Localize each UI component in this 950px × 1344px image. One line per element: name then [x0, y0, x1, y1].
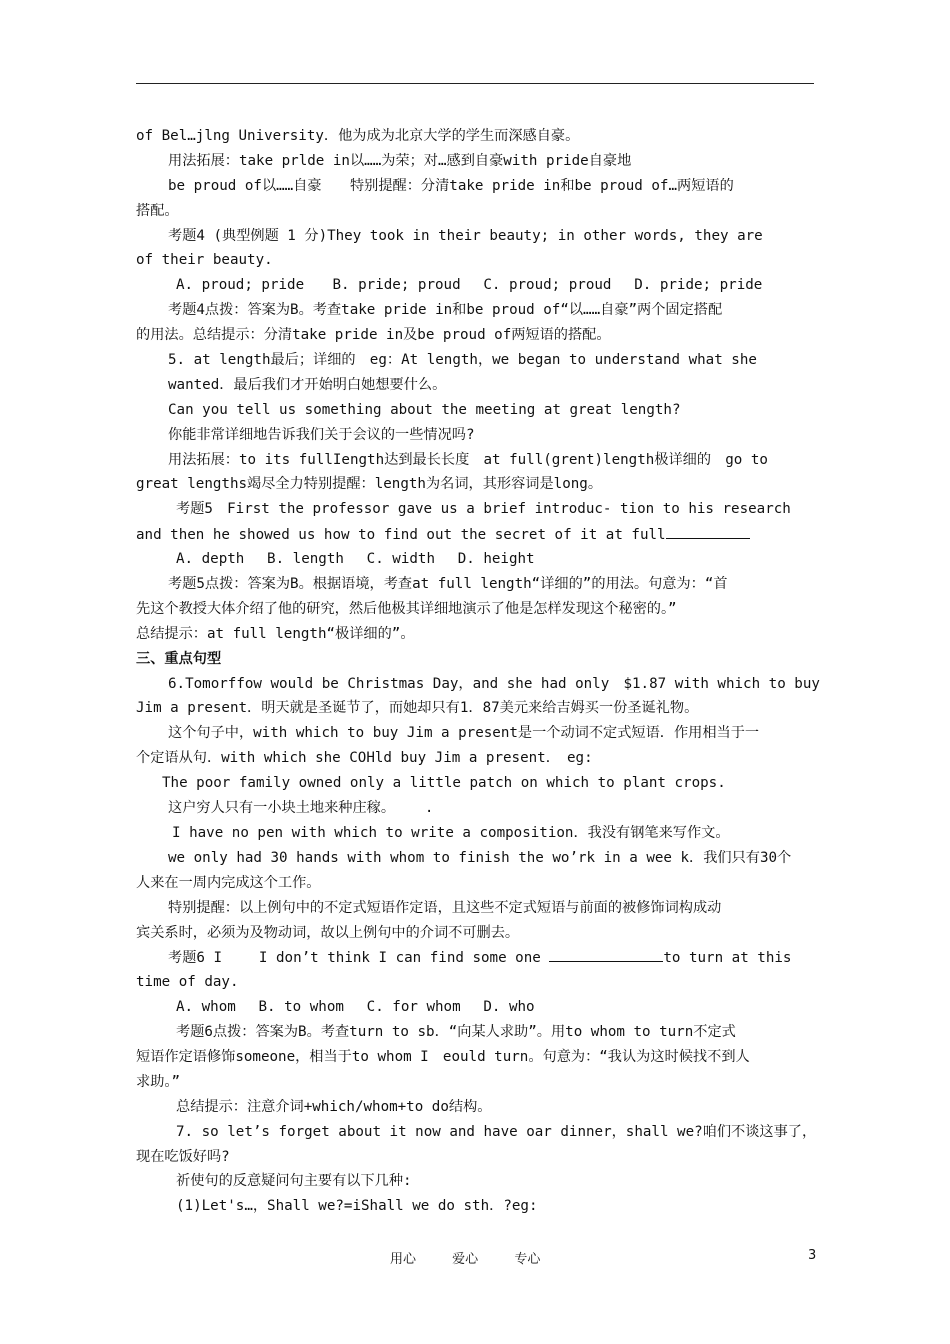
text-line: 短语作定语修饰someone，相当于to whom I eould turn。句意为：“我认为这时候找不到人: [136, 1048, 750, 1065]
usage-extension: 用法拓展：to its fullIength达到最长长度 at full(grent)length极详细的 go to: [168, 451, 768, 468]
example-sentence: we only had 30 hands with whom to finish the wo’rk in a wee k．我们只有30个: [168, 849, 792, 866]
text-line: Jim a present．明天就是圣诞节了，而她却只有1．87美元来给吉姆买一份圣诞礼物。: [136, 700, 699, 717]
example-sentence: I have no pen with which to write a composition．我没有钢笔来写作文。: [172, 824, 730, 841]
exam-analysis-6: 考题6点拨：答案为B。考查turn to sb．“向某人求助”。用to whom to turn不定式: [176, 1024, 736, 1041]
example-translation: 这户穷人只有一小块土地来种庄稼。 .: [168, 800, 434, 817]
text-line: great lengths竭尽全力特别提醒：length为名词，其形容词是long。: [136, 476, 603, 493]
text-line: 求助。”: [136, 1073, 181, 1090]
section-heading: 三、重点句型: [136, 650, 222, 667]
text-line: (1)Let's…，Shall we?=iShall we do sth．?eg:: [176, 1198, 538, 1215]
key-sentence-6: 6.Tomorffow would be Christmas Day，and she had only $1.87 with which to buy: [168, 675, 820, 692]
question-text: to turn at this: [663, 950, 792, 967]
text-line: of their beauty.: [136, 252, 273, 269]
text-line: wanted．最后我们才开始明白她想要什么。: [168, 376, 447, 393]
exam-question-4: 考题4 (典型例题 1 分)They took in their beauty; in other words, they are: [168, 227, 763, 244]
text-line: 总结提示：at full length“极详细的”。: [136, 625, 415, 642]
text-line: 搭配。: [136, 202, 179, 219]
header-rule: [136, 83, 814, 84]
answer-options-4: A. proud; pride B. pride; proud C. proud; proud D. pride; pride: [176, 277, 763, 294]
text-line: 个定语从句．with which she COHld buy Jim a present． eg:: [136, 750, 593, 767]
text-line: 先这个教授大体介绍了他的研究，然后他极其详细地演示了他是怎样发现这个秘密的。”: [136, 600, 677, 617]
answer-blank: [549, 945, 663, 962]
page-number: 3: [808, 1248, 817, 1263]
question-text: and then he showed us how to find out the secret of it at full: [136, 527, 666, 544]
usage-extension: 用法拓展：take prlde in以……为荣；对…感到自豪with pride自豪地: [168, 152, 632, 169]
answer-blank: [666, 522, 750, 539]
text-line: 人来在一周内完成这个工作。: [136, 874, 321, 891]
page-body: [136, 124, 820, 1219]
exam-analysis-5: 考题5点拨：答案为B。根据语境，考查at full length“详细的”的用法。句意为：“首: [168, 576, 728, 593]
question-text: 考题6 I I don’t think I can find some one: [168, 950, 541, 967]
exam-question-6: [136, 945, 816, 970]
phrase-item-5: 5. at length最后；详细的 eg：At length，we began to understand what she: [168, 352, 757, 369]
text-line: of Bel…jlng University．他为成为北京大学的学生而深感自豪。: [136, 128, 580, 144]
example-sentence: Can you tell us something about the meeting at great length?: [168, 401, 681, 418]
footer-word: 用心: [390, 1252, 417, 1267]
answer-options-5: A. depth B. length C. width D. height: [176, 551, 535, 568]
text-line: be proud of以……自豪 特别提醒：分清take pride in和be proud of…两短语的: [168, 177, 734, 194]
answer-options-6: A. whom B. to whom C. for whom D. who: [176, 999, 535, 1016]
text-line: 这个句子中，with which to buy Jim a present是一个动词不定式短语．作用相当于一: [168, 725, 760, 742]
footer-word: 爱心: [452, 1252, 479, 1267]
text-line: [136, 522, 816, 547]
special-note: 特别提醒：以上例句中的不定式短语作定语，且这些不定式短语与前面的被修饰词构成动: [168, 899, 722, 916]
text-line: 宾关系时，必须为及物动词，故以上例句中的介词不可删去。: [136, 924, 520, 941]
exam-analysis-4: 考题4点拨：答案为B。考查take pride in和be proud of“以……自豪”两个固定搭配: [168, 302, 723, 319]
example-translation: 你能非常详细地告诉我们关于会议的一些情况吗?: [168, 426, 475, 443]
text-line: 现在吃饭好吗?: [136, 1148, 230, 1165]
footer-word: 专心: [514, 1252, 541, 1267]
summary-note: 总结提示：注意介词+which/whom+to do结构。: [176, 1098, 492, 1115]
footer-motto: [390, 1248, 572, 1267]
key-sentence-7: 7. so let’s forget about it now and have oar dinner，shall we?咱们不谈这事了，: [176, 1123, 817, 1140]
text-line: time of day.: [136, 974, 239, 991]
example-sentence: The poor family owned only a little patch on which to plant crops.: [162, 775, 726, 792]
text-line: 的用法。总结提示：分清take pride in及be proud of两短语的搭配。: [136, 327, 611, 344]
text-line: 祈使句的反意疑问句主要有以下几种:: [176, 1173, 412, 1190]
exam-question-5: 考题5 First the professor gave us a brief introduc- tion to his research: [176, 501, 791, 518]
